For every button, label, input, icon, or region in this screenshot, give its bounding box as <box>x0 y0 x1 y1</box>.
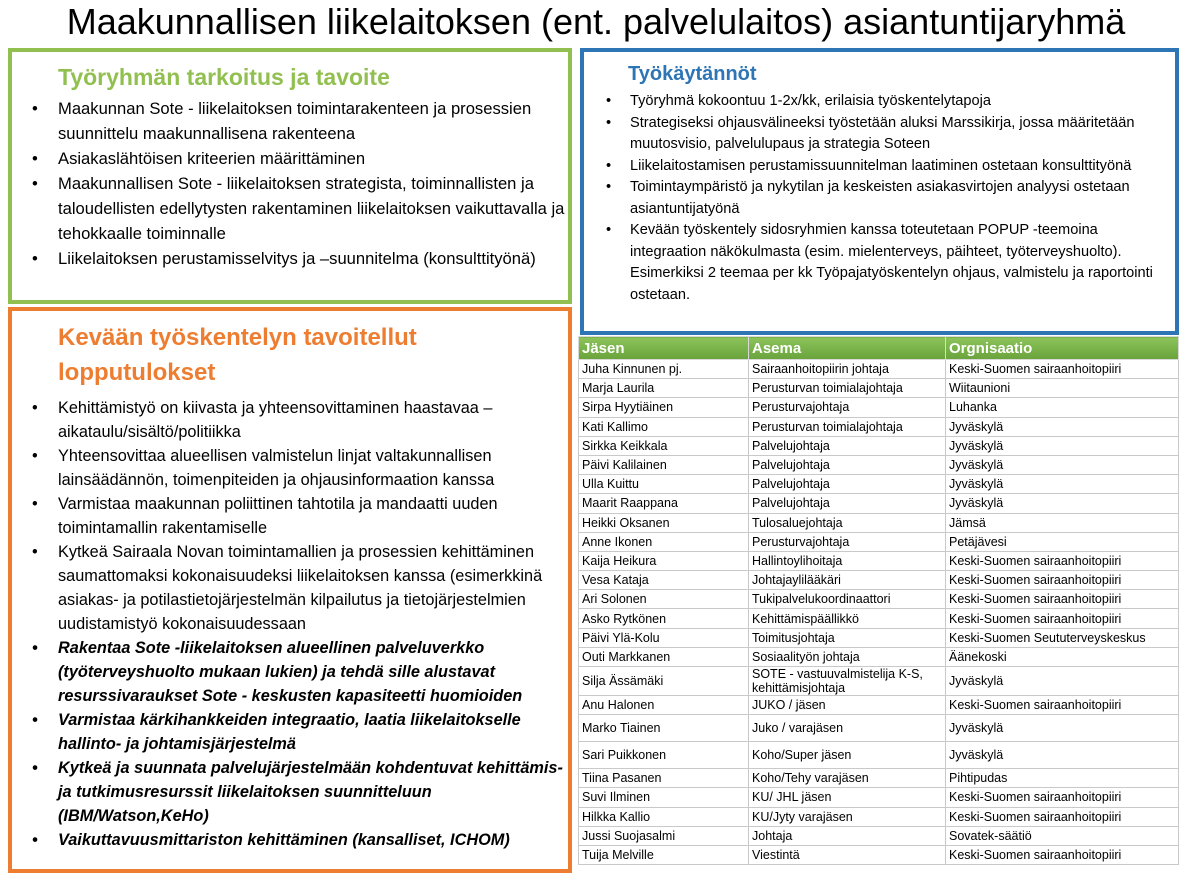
table-row <box>579 475 1179 494</box>
list-item <box>32 756 568 828</box>
practices-heading: Työkäytännöt <box>628 63 757 85</box>
table-cell: Tulosaluejohtaja <box>749 513 946 532</box>
table-row <box>579 590 1179 609</box>
table-cell: Tuija Melville <box>579 845 749 864</box>
bullet-icon: • <box>606 222 612 238</box>
results-heading: Kevään työskentelyn tavoitellut lopputulokset <box>58 324 417 386</box>
table-cell: Anu Halonen <box>579 696 749 715</box>
page-title: Maakunnallisen liikelaitoksen (ent. palvelulaitos) asiantuntijaryhmä <box>66 1 1126 42</box>
list-item <box>32 636 568 708</box>
table-row <box>579 788 1179 807</box>
purpose-heading: Työryhmän tarkoitus ja tavoite <box>58 64 390 90</box>
table-row <box>579 494 1179 513</box>
table-cell: Petäjävesi <box>946 532 1179 551</box>
table-cell: Kehittämispäällikkö <box>749 609 946 628</box>
table-cell: Jyväskylä <box>946 417 1179 436</box>
table-cell: Jyväskylä <box>946 475 1179 494</box>
list-item <box>32 246 568 271</box>
table-cell: Koho/Super jäsen <box>749 742 946 769</box>
table-cell: Johtajaylilääkäri <box>749 571 946 590</box>
list-item-text: Työryhmä kokoontuu 1-2x/kk, erilaisia työskentelytapoja <box>630 93 991 109</box>
table-cell: Maarit Raappana <box>579 494 749 513</box>
bullet-icon: • <box>32 399 38 417</box>
table-cell: Suvi Ilminen <box>579 788 749 807</box>
list-item-text: Vaikuttavuusmittariston kehittäminen (kansalliset, ICHOM) <box>58 831 510 849</box>
table-row <box>579 571 1179 590</box>
list-item <box>32 396 568 444</box>
table-cell: Perusturvajohtaja <box>749 398 946 417</box>
table-cell: Perusturvajohtaja <box>749 532 946 551</box>
list-item-text: Yhteensovittaa alueellisen valmistelun linjat valtakunnallisen lainsäädännön, toimenpiteiden ja ohjausinformaation kanssa <box>58 447 495 489</box>
bullet-icon: • <box>32 447 38 465</box>
results-list <box>32 396 568 852</box>
table-cell: JUKO / jäsen <box>749 696 946 715</box>
table-cell: Sari Puikkonen <box>579 742 749 769</box>
table-cell: Jyväskylä <box>946 494 1179 513</box>
table-cell: Outi Markkanen <box>579 647 749 666</box>
table-row <box>579 417 1179 436</box>
purpose-list <box>32 96 568 271</box>
table-cell: KU/Jyty varajäsen <box>749 807 946 826</box>
list-item <box>32 171 568 246</box>
results-panel <box>8 307 572 873</box>
table-cell: Keski-Suomen sairaanhoitopiiri <box>946 807 1179 826</box>
practices-list <box>606 91 1175 306</box>
bullet-icon: • <box>606 157 612 174</box>
table-cell: Sairaanhoitopiirin johtaja <box>749 360 946 379</box>
table-row <box>579 513 1179 532</box>
table-cell: Juha Kinnunen pj. <box>579 360 749 379</box>
list-item <box>606 220 1175 306</box>
table-cell: Marko Tiainen <box>579 715 749 742</box>
table-cell: Keski-Suomen sairaanhoitopiiri <box>946 788 1179 807</box>
table-row <box>579 826 1179 845</box>
list-item-text: Kehittämistyö on kiivasta ja yhteensovittaminen haastavaa – aikataulu/sisältö/politiikka <box>58 399 493 441</box>
list-item-text: Liikelaitostamisen perustamissuunnitelman laatiminen ostetaan konsulttityönä <box>630 157 1132 174</box>
list-item-text: Rakentaa Sote -liikelaitoksen alueellinen palveluverkko (työterveyshuolto mukaan lukien) ja tehdä sille alustavat resurssivaraukset Sote - keskusten kapasiteetti huomioiden <box>58 639 523 705</box>
bullet-icon: • <box>32 249 38 268</box>
table-cell: Palvelujohtaja <box>749 436 946 455</box>
table-cell: Palvelujohtaja <box>749 475 946 494</box>
bullet-icon: • <box>32 639 38 657</box>
table-row <box>579 551 1179 570</box>
table-cell: Jämsä <box>946 513 1179 532</box>
table-row <box>579 436 1179 455</box>
table-cell: Toimitusjohtaja <box>749 628 946 647</box>
table-row <box>579 742 1179 769</box>
table-cell: Jussi Suojasalmi <box>579 826 749 845</box>
bullet-icon: • <box>32 174 38 193</box>
table-cell: KU/ JHL jäsen <box>749 788 946 807</box>
list-item <box>32 444 568 492</box>
table-cell: Viestintä <box>749 845 946 864</box>
table-row <box>579 696 1179 715</box>
table-cell: Sirpa Hyytiäinen <box>579 398 749 417</box>
list-item-text: Strategiseksi ohjausvälineeksi työstetään aluksi Marssikirja, jossa määritetään muutosvisio, palvelulupaus ja strategia Soteen <box>630 114 1135 152</box>
table-cell: Jyväskylä <box>946 455 1179 474</box>
table-cell: Juko / varajäsen <box>749 715 946 742</box>
list-item <box>32 828 568 852</box>
table-cell: Jyväskylä <box>946 742 1179 769</box>
list-item <box>32 492 568 540</box>
table-cell: Sirkka Keikkala <box>579 436 749 455</box>
table-cell: Palvelujohtaja <box>749 455 946 474</box>
table-cell: Palvelujohtaja <box>749 494 946 513</box>
table-cell: Hilkka Kallio <box>579 807 749 826</box>
table-cell: Koho/Tehy varajäsen <box>749 769 946 788</box>
list-item <box>32 708 568 756</box>
table-cell: Perusturvan toimialajohtaja <box>749 417 946 436</box>
table-cell: Jyväskylä <box>946 715 1179 742</box>
column-header: Orgnisaatio <box>946 337 1179 360</box>
table-cell: Keski-Suomen sairaanhoitopiiri <box>946 609 1179 628</box>
table-cell: Perusturvan toimialajohtaja <box>749 379 946 398</box>
list-item <box>606 91 1175 113</box>
list-item-text: Kevään työskentely sidosryhmien kanssa toteutetaan POPUP -teemoina integraation näkökulmasta (esim. mielenterveys, päihteet, työterveyshuolto). Esimerkiksi 2 teemaa per kk Työpajatyöskentelyn ohjaus, valmistelu ja raportointi ostetaan. <box>630 222 1153 303</box>
table-row <box>579 609 1179 628</box>
bullet-icon: • <box>32 543 38 561</box>
table-cell: Johtaja <box>749 826 946 845</box>
table-row <box>579 769 1179 788</box>
list-item-text: Varmistaa kärkihankkeiden integraatio, laatia liikelaitokselle hallinto- ja johtamisjärjestelmä <box>58 711 521 753</box>
bullet-icon: • <box>32 495 38 513</box>
bullet-icon: • <box>606 179 612 195</box>
table-row <box>579 360 1179 379</box>
list-item-text: Kytkeä ja suunnata palvelujärjestelmään kohdentuvat kehittämis- ja tutkimusresurssit liikelaitoksen suunnitteluun (IBM/Watson,KeHo) <box>58 759 563 825</box>
table-cell: Tukipalvelukoordinaattori <box>749 590 946 609</box>
practices-panel <box>580 48 1179 335</box>
table-cell: Tiina Pasanen <box>579 769 749 788</box>
table-cell: Silja Ässämäki <box>579 667 749 696</box>
table-cell: Anne Ikonen <box>579 532 749 551</box>
table-cell: Wiitaunioni <box>946 379 1179 398</box>
list-item <box>606 113 1175 156</box>
purpose-panel <box>8 48 572 304</box>
table-cell: Keski-Suomen sairaanhoitopiiri <box>946 696 1179 715</box>
table-cell: Hallintoylihoitaja <box>749 551 946 570</box>
table-cell: SOTE - vastuuvalmistelija K-S, kehittämisjohtaja <box>749 667 946 696</box>
table-cell: Ulla Kuittu <box>579 475 749 494</box>
list-item <box>606 156 1175 178</box>
list-item-text: Asiakaslähtöisen kriteerien määrittäminen <box>58 149 366 168</box>
list-item-text: Toimintaympäristö ja nykytilan ja keskeisten asiakasvirtojen analyysi ostetaan asiantuntijatyönä <box>630 179 1130 217</box>
table-cell: Ari Solonen <box>579 590 749 609</box>
list-item <box>32 146 568 171</box>
list-item-text: Liikelaitoksen perustamisselvitys ja –suunnitelma (konsulttityönä) <box>58 249 536 268</box>
bullet-icon: • <box>32 831 38 849</box>
table-cell: Pihtipudas <box>946 769 1179 788</box>
table-cell: Keski-Suomen sairaanhoitopiiri <box>946 360 1179 379</box>
table-cell: Marja Laurila <box>579 379 749 398</box>
table-cell: Sosiaalityön johtaja <box>749 647 946 666</box>
list-item-text: Kytkeä Sairaala Novan toimintamallien ja prosessien kehittäminen saumattomaksi kokonaisuudeksi liikelaitoksen kanssa (esimerkkinä asiakas- ja potilastietojärjestelmän kilpailutus ja tietojärjestelmien uudistamistyö kokonaisuudessaan <box>58 543 543 633</box>
table-row <box>579 628 1179 647</box>
table-cell: Päivi Kalilainen <box>579 455 749 474</box>
table-cell: Äänekoski <box>946 647 1179 666</box>
bullet-icon: • <box>32 149 38 168</box>
bullet-icon: • <box>32 711 38 729</box>
table-cell: Keski-Suomen sairaanhoitopiiri <box>946 845 1179 864</box>
list-item <box>606 177 1175 220</box>
table-cell: Heikki Oksanen <box>579 513 749 532</box>
table-row <box>579 667 1179 696</box>
table-row <box>579 715 1179 742</box>
table-cell: Asko Rytkönen <box>579 609 749 628</box>
bullet-icon: • <box>32 759 38 777</box>
table-cell: Jyväskylä <box>946 667 1179 696</box>
list-item <box>32 540 568 636</box>
table-row <box>579 398 1179 417</box>
bullet-icon: • <box>32 99 38 118</box>
members-table <box>578 336 1179 865</box>
table-cell: Keski-Suomen sairaanhoitopiiri <box>946 571 1179 590</box>
table-row <box>579 532 1179 551</box>
list-item <box>32 96 568 146</box>
table-row <box>579 647 1179 666</box>
table-row <box>579 807 1179 826</box>
list-item-text: Maakunnan Sote - liikelaitoksen toimintarakenteen ja prosessien suunnittelu maakunnallisena rakenteena <box>58 99 532 143</box>
table-cell: Kati Kallimo <box>579 417 749 436</box>
table-cell: Vesa Kataja <box>579 571 749 590</box>
table-cell: Kaija Heikura <box>579 551 749 570</box>
table-row <box>579 845 1179 864</box>
list-item-text: Varmistaa maakunnan poliittinen tahtotila ja mandaatti uuden toimintamallin rakentamiselle <box>58 495 498 537</box>
table-row <box>579 379 1179 398</box>
table-cell: Keski-Suomen sairaanhoitopiiri <box>946 590 1179 609</box>
table-row <box>579 455 1179 474</box>
table-cell: Luhanka <box>946 398 1179 417</box>
table-cell: Keski-Suomen Seututerveyskeskus <box>946 628 1179 647</box>
column-header: Asema <box>749 337 946 360</box>
table-cell: Keski-Suomen sairaanhoitopiiri <box>946 551 1179 570</box>
members-header-row <box>579 337 1179 360</box>
bullet-icon: • <box>606 93 612 109</box>
table-cell: Jyväskylä <box>946 436 1179 455</box>
table-cell: Sovatek-säätiö <box>946 826 1179 845</box>
table-cell: Päivi Ylä-Kolu <box>579 628 749 647</box>
bullet-icon: • <box>606 114 612 131</box>
list-item-text: Maakunnallisen Sote - liikelaitoksen strategista, toiminnallisten ja taloudellisten edellytysten rakentaminen liikelaitoksen vaikuttavalla ja tehokkaalle toiminnalle <box>58 174 565 243</box>
column-header: Jäsen <box>579 337 749 360</box>
